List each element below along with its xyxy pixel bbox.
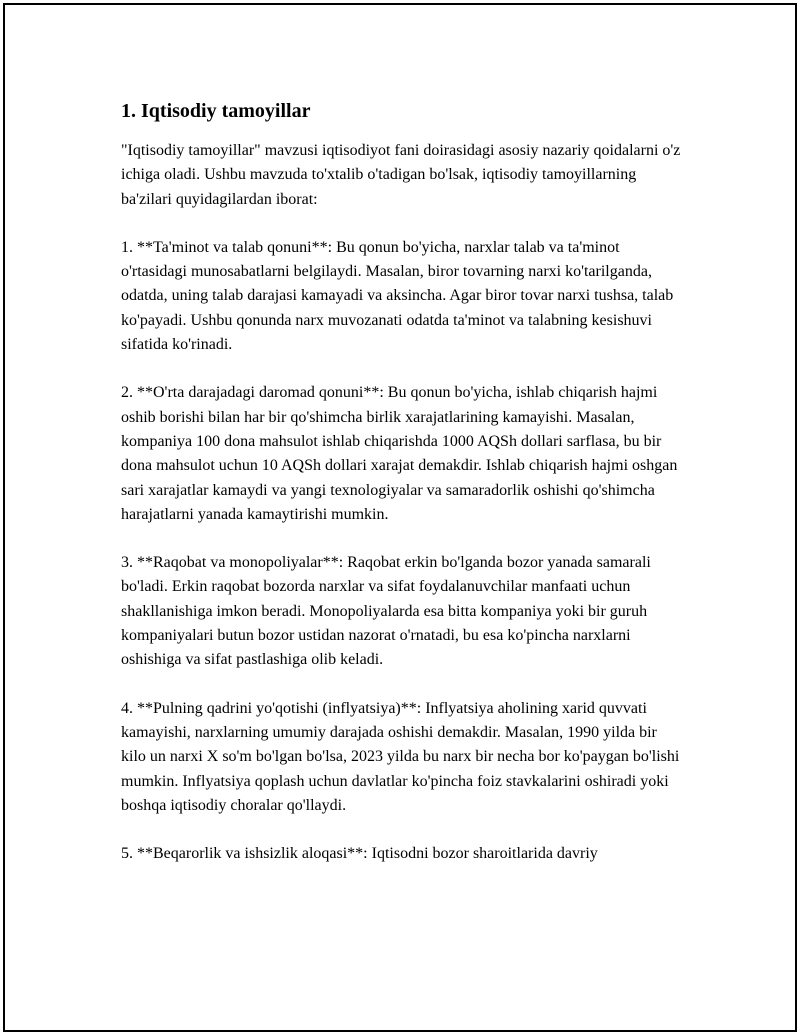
paragraph-competition: 3. **Raqobat va monopoliyalar**: Raqobat erkin bo'lganda bozor yanada samarali bo'ladi. Erkin raqobat bozorda narxlar va sifat foydalanuvchilar manfaati uchun shakllanishiga imkon beradi. Monopoliyalarda esa bitta kompaniya yoki bir guruh kompaniyalari butun bozor ustidan nazorat o'rnatadi, bu esa ko'pincha narxlarni oshishiga va sifat pastlashiga olib keladi. (121, 554, 651, 669)
intro-paragraph: "Iqtisodiy tamoyillar" mavzusi iqtisodiyot fani doirasidagi asosiy nazariy qoidalarni o'z ichiga oladi. Ushbu mavzuda to'xtalib o'tadigan bo'lsak, iqtisodiy tamoyillarning ba'zilari quyidagilardan iborat: (121, 142, 681, 208)
paragraph-instability: 5. **Beqarorlik va ishsizlik aloqasi**: Iqtisodni bozor sharoitlarida davriy (121, 845, 598, 863)
paragraph-average-income: 2. **O'rta darajadagi daromad qonuni**: Bu qonun bo'yicha, ishlab chiqarish hajmi oshib borishi bilan har bir qo'shimcha birlik xarajatlarining kamayishi. Masalan, kompaniya 100 dona mahsulot ishlab chiqarishda 1000 AQSh dollari sarflasa, bu bir dona mahsulot uchun 10 AQSh dollari xarajat demakdir. Ishlab chiqarish hajmi oshgan sari xarajatlar kamaydi va yangi texnologiyalar va samaradorlik oshishi qo'shimcha harajatlarni yanada kamaytirishi mumkin. (121, 384, 678, 523)
paragraph-inflation: 4. **Pulning qadrini yo'qotishi (inflyatsiya)**: Inflyatsiya aholining xarid quvvati kamayishi, narxlarning umumiy darajada oshishi demakdir. Masalan, 1990 yilda bir kilo un narxi X so'm bo'lgan bo'lsa, 2023 yilda bu narx bir necha bor ko'paygan bo'lishi mumkin. Inflyatsiya qoplash uchun davlatlar ko'pincha foiz stavkalarini oshiradi yoki boshqa iqtisodiy choralar qo'llaydi. (121, 699, 680, 814)
section-heading: 1. Iqtisodiy tamoyillar (121, 100, 311, 122)
page-frame (3, 3, 797, 1032)
paragraph-supply-demand: 1. **Ta'minot va talab qonuni**: Bu qonun bo'yicha, narxlar talab va ta'minot o'rtasidagi munosabatlarni belgilaydi. Masalan, biror tovarning narxi ko'tarilganda, odatda, uning talab darajasi kamayadi va aksincha. Agar biror tovar narxi tushsa, talab ko'payadi. Ushbu qonunda narx muvozanati odatda ta'minot va talabning kesishuvi sifatida ko'rinadi. (121, 238, 674, 354)
document-body (121, 97, 681, 866)
